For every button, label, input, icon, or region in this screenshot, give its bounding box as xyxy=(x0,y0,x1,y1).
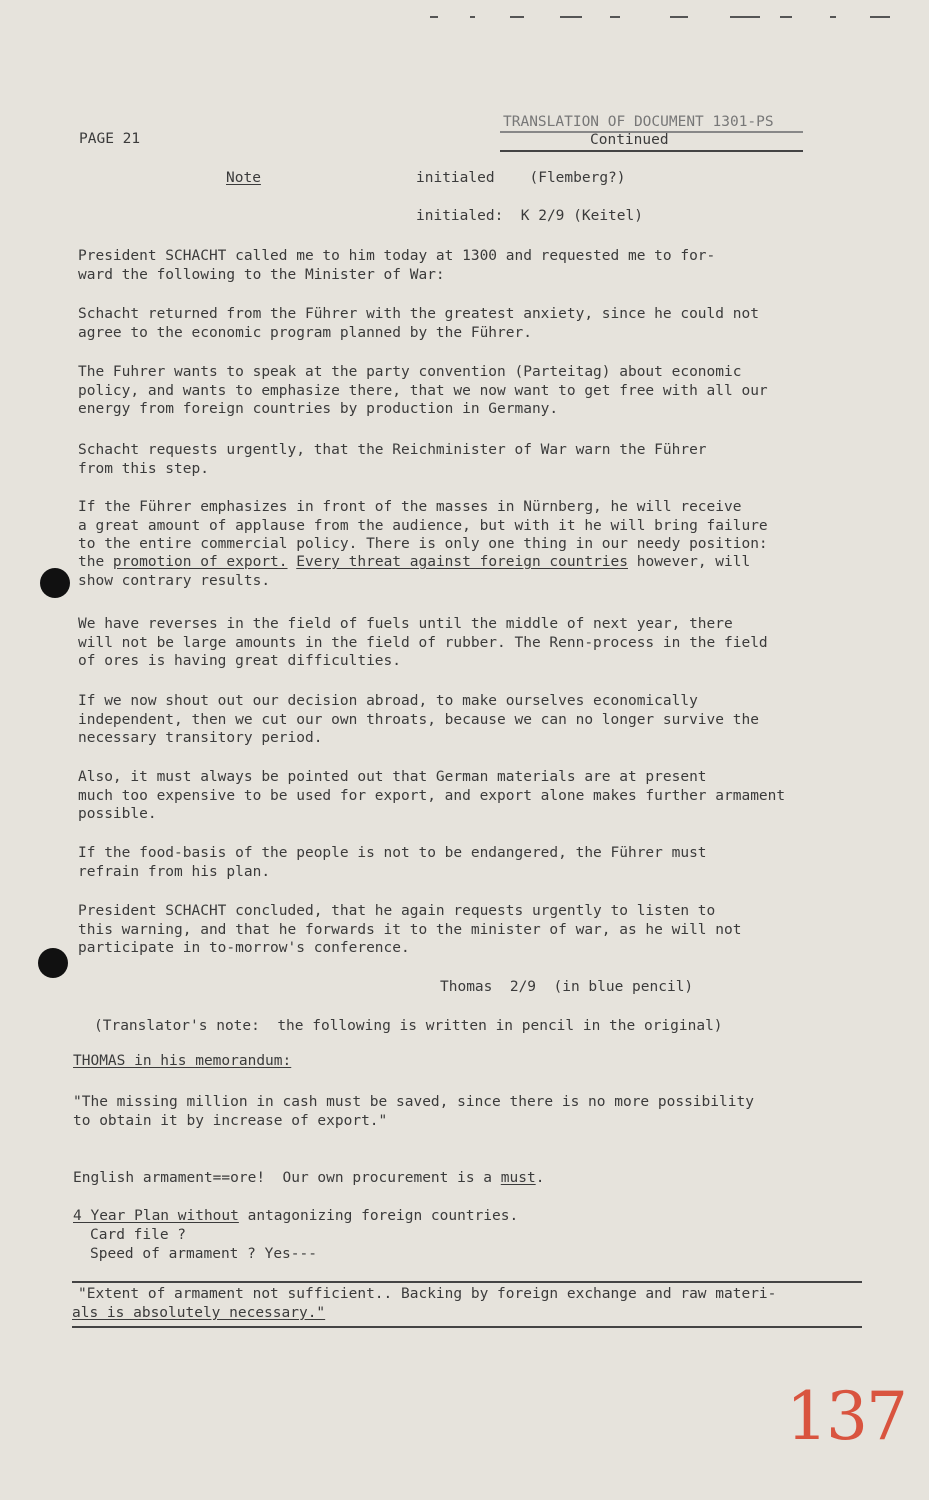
paragraph-6: We have reverses in the field of fuels until the middle of next year, there will not be large amounts in the field of rubber. The Renn-process in the field of ores is having great difficulties. xyxy=(78,616,768,669)
paragraph-3: The Fuhrer wants to speak at the party convention (Parteitag) about economic policy, and wants to emphasize there, that we now want to get free with all our energy from foreign countries by production in Germany. xyxy=(78,364,768,417)
paragraph-7: If we now shout out our decision abroad, to make ourselves economically independent, then we cut our own throats, because we can no longer survive the necessary transitory period. xyxy=(78,693,759,746)
paragraph-9: If the food-basis of the people is not to be endangered, the Führer must refrain from his plan. xyxy=(78,845,707,880)
initialed-flemberg: initialed (Flemberg?) xyxy=(416,170,626,186)
thomas-memorandum-heading: THOMAS in his memorandum: xyxy=(73,1053,292,1069)
must-word: must xyxy=(500,1170,536,1186)
english-armament-line: English armament==ore! Our own procurement is a must. xyxy=(73,1170,545,1186)
four-year-plan-line: 4 Year Plan without antagonizing foreign countries. xyxy=(73,1208,519,1224)
paragraph-5-end: show contrary results. xyxy=(78,573,271,589)
quote-extent-line-2: als is absolutely necessary." xyxy=(72,1305,326,1321)
punch-hole xyxy=(38,948,68,978)
paragraph-5: If the Führer emphasizes in front of the masses in Nürnberg, he will receive a great amount of applause from the audience, but with it he will bring failure to the entire commercial policy. There is only one thing in our needy position: xyxy=(78,499,768,552)
punch-hole xyxy=(40,568,70,598)
page-number: 137 xyxy=(786,1378,906,1455)
continued-label: Continued xyxy=(590,132,669,148)
card-file-line: Card file ? xyxy=(90,1227,187,1243)
translator-note: (Translator's note: the following is written in pencil in the original) xyxy=(94,1018,723,1034)
promotion-of-export: promotion of export. xyxy=(112,554,288,570)
paragraph-1: President SCHACHT called me to him today at 1300 and requested me to for- ward the following to the Minister of War: xyxy=(78,248,716,283)
quote-bottom-rule xyxy=(72,1326,862,1328)
quote-missing-million: "The missing million in cash must be saved, since there is no more possibility to obtain it by increase of export." xyxy=(73,1094,754,1129)
paper-specks xyxy=(430,14,900,20)
quote-extent-line-1: "Extent of armament not sufficient.. Backing by foreign exchange and raw materi- xyxy=(78,1286,777,1302)
paragraph-2: Schacht returned from the Führer with the greatest anxiety, since he could not agree to the economic program planned by the Führer. xyxy=(78,306,759,341)
page-label: PAGE 21 xyxy=(79,131,141,147)
threat-phrase: Every threat against foreign countries xyxy=(296,554,628,570)
paragraph-8: Also, it must always be pointed out that German materials are at present much too expensive to be used for export, and export alone makes further armament possible. xyxy=(78,769,786,822)
note-label: Note xyxy=(226,170,261,186)
four-year-plan-phrase: 4 Year Plan without xyxy=(73,1208,239,1224)
quote-top-rule xyxy=(72,1281,862,1283)
paragraph-4: Schacht requests urgently, that the Reichminister of War warn the Führer from this step. xyxy=(78,442,707,477)
initialed-keitel: initialed: K 2/9 (Keitel) xyxy=(416,208,643,224)
speed-of-armament-line: Speed of armament ? Yes--- xyxy=(90,1246,317,1262)
document-title: TRANSLATION OF DOCUMENT 1301-PS xyxy=(503,114,774,130)
paragraph-5-line: the promotion of export. Every threat against foreign countries however, will xyxy=(78,554,751,570)
thomas-signature: Thomas 2/9 (in blue pencil) xyxy=(440,979,694,995)
continued-underline xyxy=(500,150,803,152)
paragraph-10: President SCHACHT concluded, that he again requests urgently to listen to this warning, and that he forwards it to the minister of war, as he will not participate in to-morrow's conference. xyxy=(78,903,742,956)
